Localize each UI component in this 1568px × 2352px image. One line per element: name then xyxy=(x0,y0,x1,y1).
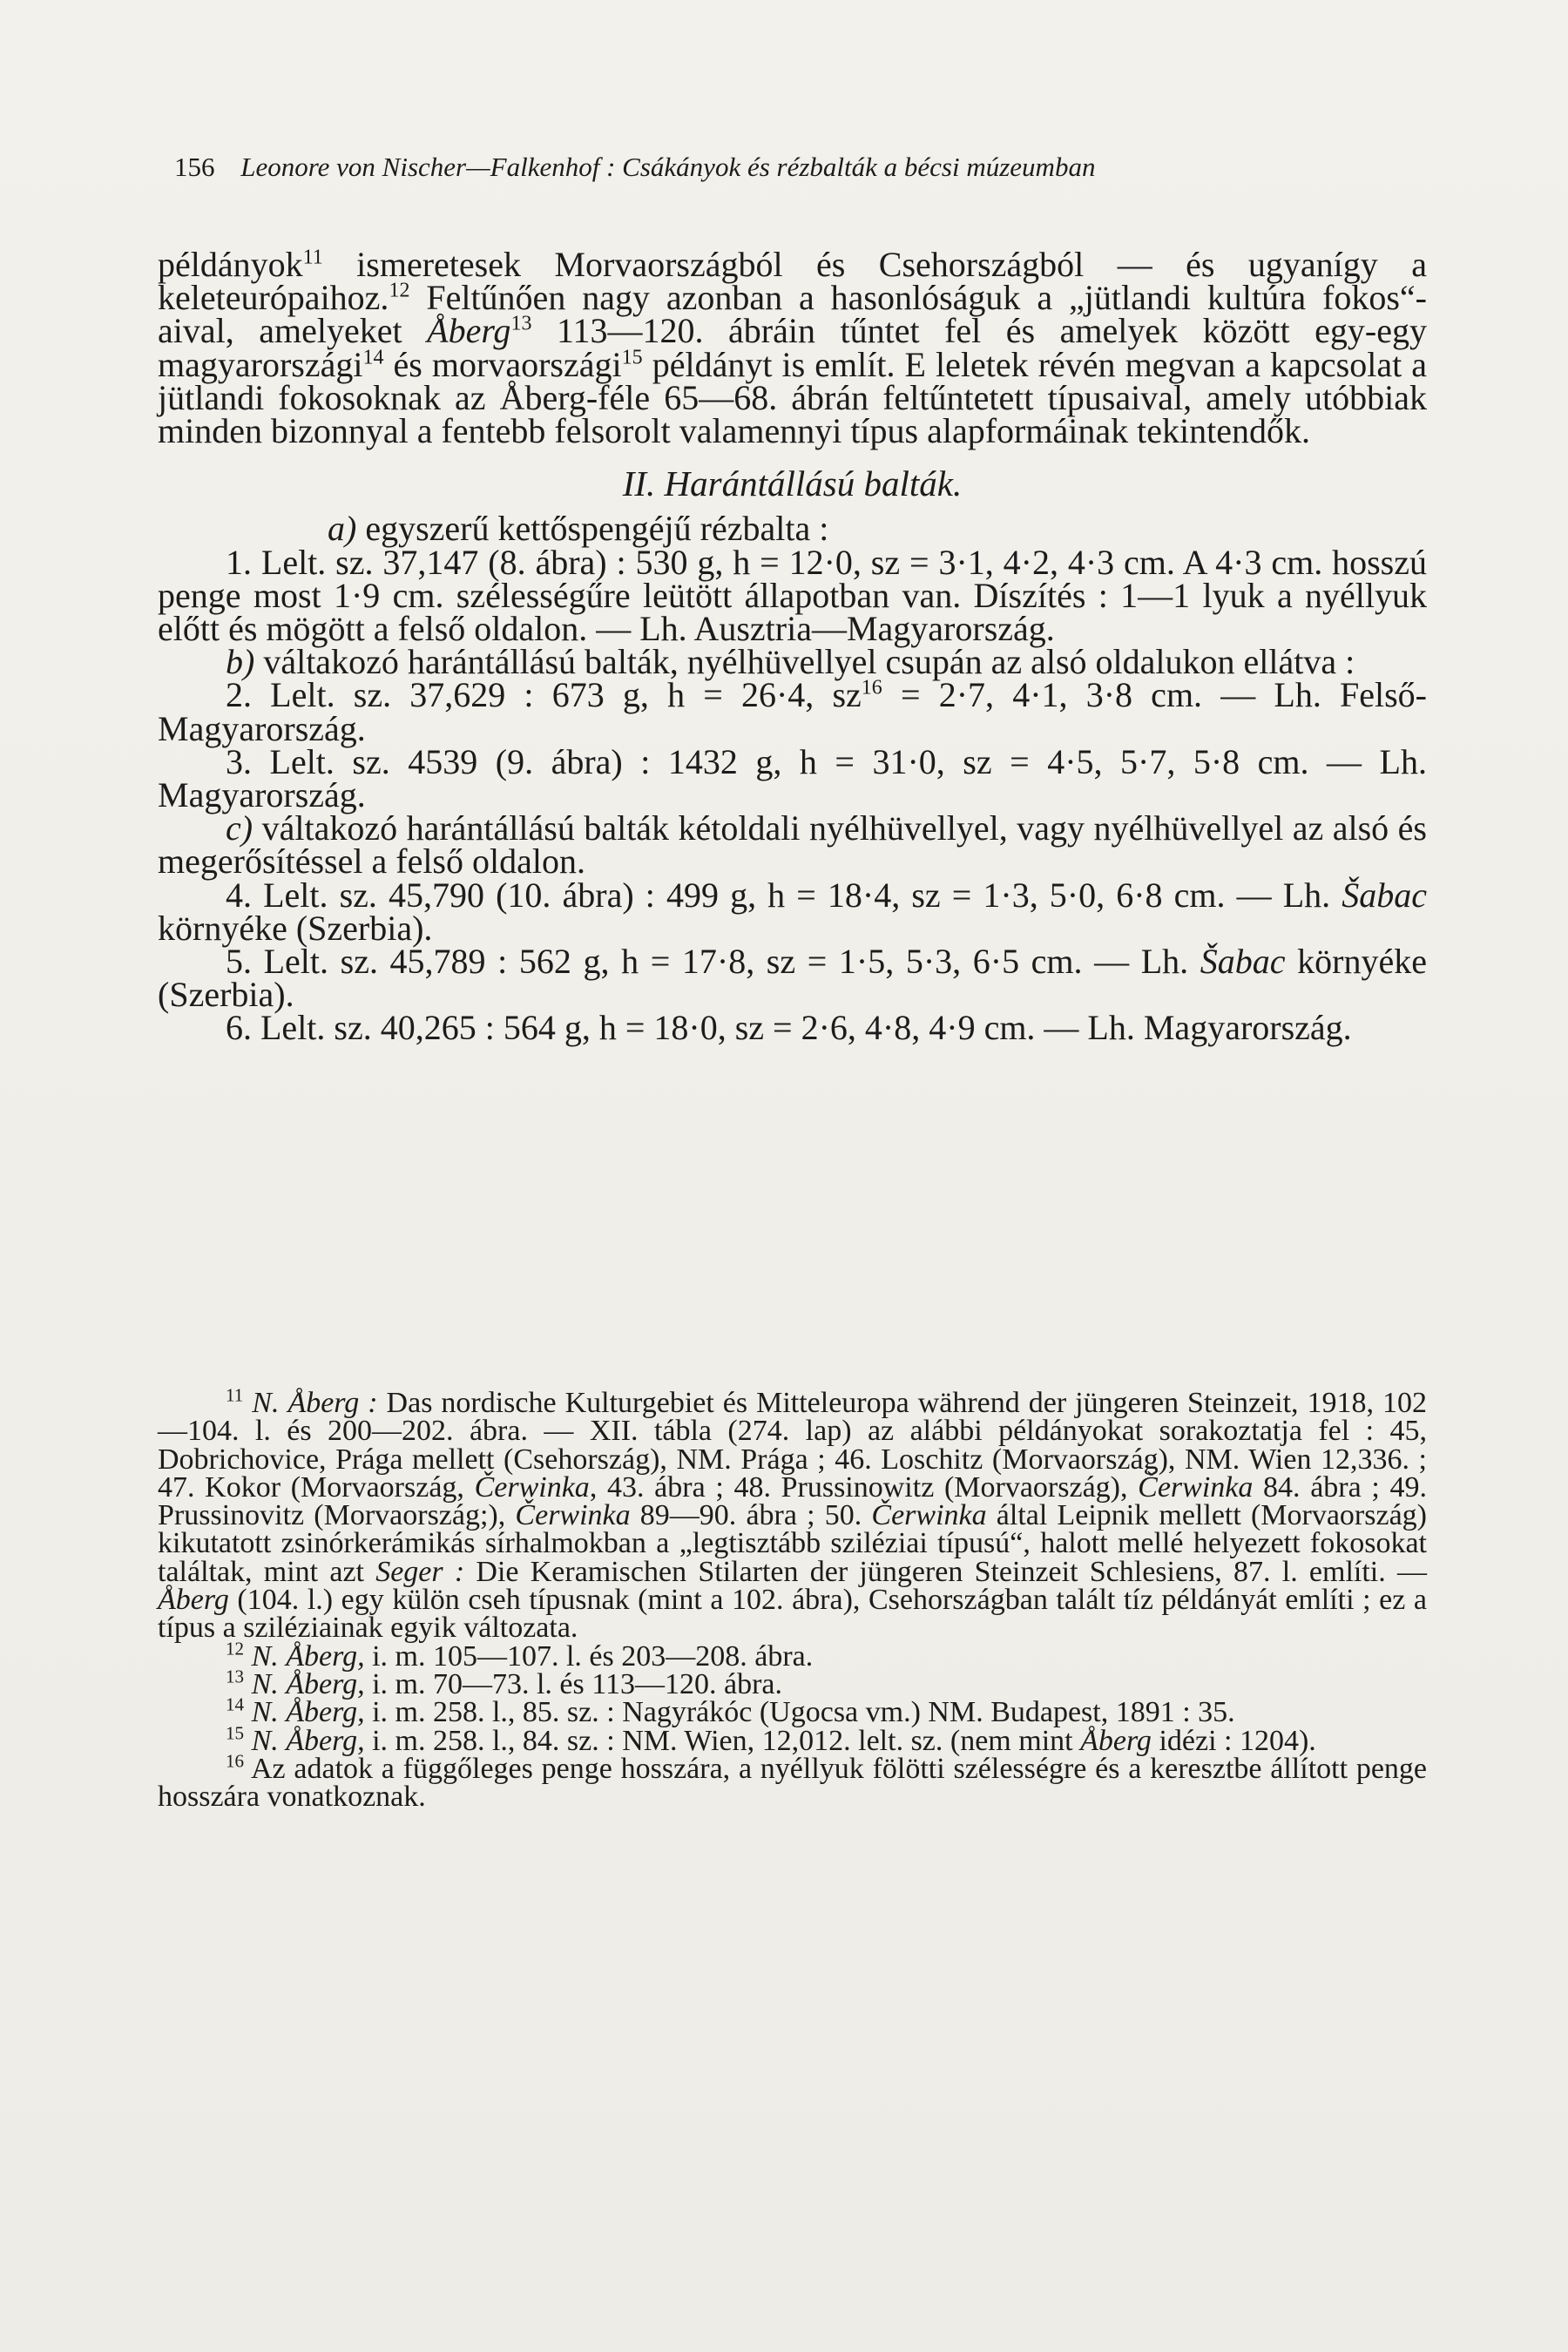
running-header xyxy=(174,150,1411,185)
paragraph-intro: példányok$^{11}$ ismeretesek Morvaországból és Csehországból — és ugyanígy a keleteurópaihoz.$^{12}$ Feltűnően nagy azonban a hasonlóságuk a „jütlandi kultúra fokos“-aival, amelyeket Åberg$^{13}$ 113—120. ábráin tűntet fel és amelyek között egy-egy magyarországi$^{14}$ és morvaországi$^{15}$ példányt is említ. E leletek révén megvan a kapcsolat a jütlandi fokosoknak az Åberg-féle 65—68. ábrán feltűntetett típusaival, amely utóbbiak minden bizonnyal a fentebb felsorolt valamennyi típus alapformáinak tekintendők. xyxy=(158,245,1428,451)
footnote-ref-14: 14 xyxy=(362,346,384,369)
subsection-b: b) váltakozó harántállású balták, nyélhüvellyel csupán az alsó oldalukon ellátva : xyxy=(226,642,1355,682)
footnote-16: $^{16}$ Az adatok a függőleges penge hosszára, a nyéllyuk fölötti szélességre és a keresztbe állított penge hosszára vonatkoznak. xyxy=(158,1750,1427,1814)
footnote-ref-11: 11 xyxy=(302,246,323,269)
section-heading: II. Harántállású balták. xyxy=(622,463,963,504)
running-title: Leonore von Nischer—Falkenhof : Csákányok és rézbalták a bécsi múzeumban xyxy=(240,152,1096,182)
main-text xyxy=(158,245,1428,1048)
item-1: 1. Lelt. sz. 37,147 (8. ábra) : 530 g, h = 12·0, sz = 3·1, 4·2, 4·3 cm. A 4·3 cm. hosszú penge most 1·9 cm. szélességűre leütött állapotban van. Díszítés : 1—1 lyuk a nyéllyuk előtt és mögött a felső oldalon. — Lh. Ausztria—Magyarország. xyxy=(158,542,1427,649)
item-2: 2. Lelt. sz. 37,629 : 673 g, h = 26·4, $sz^{16} = 2\cdot 7$, 4·1, 3·8 cm. — Lh. Felső-Magyarország. xyxy=(158,675,1428,748)
item-4: 4. Lelt. sz. 45,790 (10. ábra) : 499 g, h = 18·4, sz = 1·3, 5·0, 6·8 cm. — Lh. Šabac környéke (Szerbia). xyxy=(158,875,1427,948)
subsection-a: a) egyszerű kettőspengéjű rézbalta : xyxy=(328,509,829,549)
item-5: 5. Lelt. sz. 45,789 : 562 g, h = 17·8, sz = 1·5, 5·3, 6·5 cm. — Lh. Šabac környéke (Szerbia). xyxy=(158,942,1427,1015)
item-3: 3. Lelt. sz. 4539 (9. ábra) : 1432 g, h = 31·0, sz = 4·5, 5·7, 5·8 cm. — Lh. Magyarország. xyxy=(158,741,1427,815)
footnote-ref-13: 13 xyxy=(510,313,532,336)
footnotes xyxy=(158,1384,1428,1814)
page-number: 156 xyxy=(174,152,215,182)
subsection-c: c) váltakozó harántállású balták kétoldali nyélhüvellyel, vagy nyélhüvellyel az alsó és megerősítéssel a felső oldalon. xyxy=(158,808,1427,882)
footnote-11: $^{11}$ N. Åberg : Das nordische Kulturgebiet és Mitteleuropa während der jüngeren Steinzeit, 1918, 102—104. l. és 200—202. ábra. — XII. tábla (274. lap) az alábbi példányokat sorakoztatja fel : 45, Dobrichovice, Prága mellett (Csehország), NM. Prága ; 46. Loschitz (Morvaország), NM. Wien 12,336. ; 47. Kokor (Morvaország, Čerwinka, 43. ábra ; 48. Prussinowitz (Morvaország), Čerwinka 84. ábra ; 49. Prussinovitz (Morvaország;), Čerwinka 89—90. ábra ; 50. Čerwinka által Leipnik mellett (Morvaország) kikutatott zsinórkerámikás sírhalmokban a „legtisztább sziléziai típusú“, halott mellé helyezett fokosokat találtak, mint azt Seger : Die Keramischen Stilarten der jüngeren Steinzeit Schlesiens, 87. l. említi. — Åberg (104. l.) egy külön cseh típusnak (mint a 102. ábra), Csehországban talált tíz példányát említi ; ez a típus a sziléziainak egyik változata. xyxy=(158,1384,1428,1645)
footnote-ref-12: 12 xyxy=(389,279,410,302)
item-6: 6. Lelt. sz. 40,265 : 564 g, h = 18·0, sz = 2·6, 4·8, 4·9 cm. — Lh. Magyarország. xyxy=(226,1008,1352,1048)
footnote-12: $^{12}$ N. Åberg, i. m. 105—107. l. és 203—208. ábra. xyxy=(226,1638,814,1673)
footnote-13: $^{13}$ N. Åberg, i. m. 70—73. l. és 113—120. ábra. xyxy=(226,1666,782,1700)
footnote-15: $^{15}$ N. Åberg, i. m. 258. l., 84. sz. : NM. Wien, 12,012. lelt. sz. (nem mint Åberg idézi : 1204). xyxy=(226,1722,1316,1757)
footnote-14: $^{14}$ N. Åberg, i. m. 258. l., 85. sz. : Nagyrákóc (Ugocsa vm.) NM. Budapest, 1891 : 35. xyxy=(226,1693,1235,1729)
footnote-ref-16: 16 xyxy=(861,677,882,700)
footnote-ref-15: 15 xyxy=(621,346,643,369)
